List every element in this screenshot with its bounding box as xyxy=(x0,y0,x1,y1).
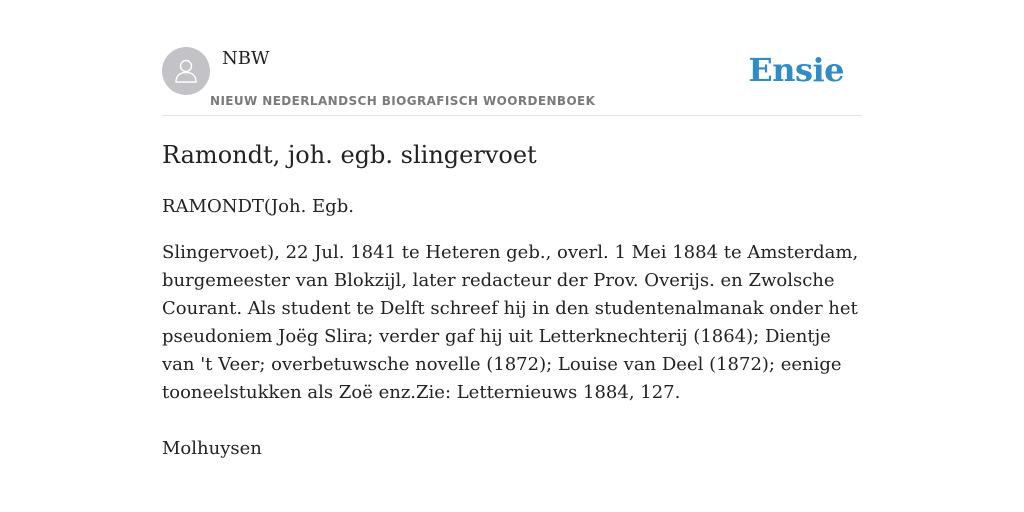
user-icon xyxy=(171,56,201,86)
article-lead: RAMONDT(Joh. Egb. xyxy=(162,196,354,217)
ensie-logo[interactable]: Ensie xyxy=(748,51,844,89)
source-avatar[interactable] xyxy=(162,47,210,95)
source-header xyxy=(162,0,862,116)
article-title: Ramondt, joh. egb. slingervoet xyxy=(162,141,537,169)
source-full-name[interactable]: NIEUW NEDERLANDSCH BIOGRAFISCH WOORDENBOEK xyxy=(210,94,596,108)
article-author: Molhuysen xyxy=(162,438,262,459)
article-body: Slingervoet), 22 Jul. 1841 te Heteren geb., overl. 1 Mei 1884 te Amsterdam, burgemeester van Blokzijl, later redacteur der Prov. Overijs. en Zwolsche Courant. Als student te Delft schreef hij in den studentenalmanak onder het pseudoniem Joëg Slira; verder gaf hij uit Letterknechterij (1864); Dientje van 't Veer; overbetuwsche novelle (1872); Louise van Deel (1872); eenige tooneelstukken als Zoë enz.Zie: Letternieuws 1884, 127. xyxy=(162,242,859,403)
source-name[interactable]: NBW xyxy=(222,48,270,69)
page-container xyxy=(162,0,862,459)
